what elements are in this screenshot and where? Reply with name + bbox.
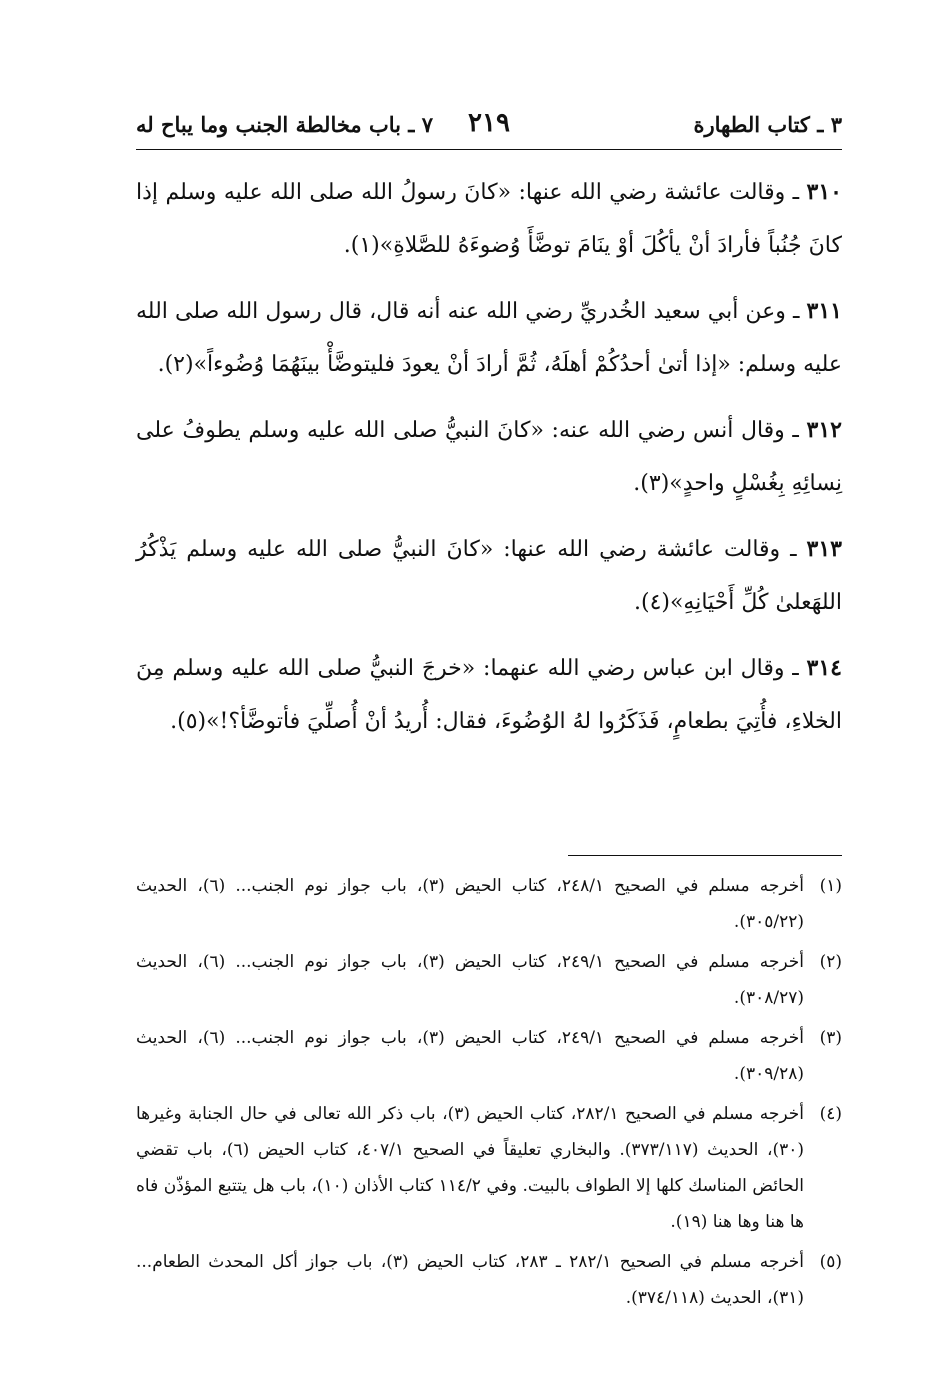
hadith-paragraph bbox=[136, 523, 842, 629]
footnote bbox=[136, 1244, 842, 1316]
footnotes bbox=[136, 868, 842, 1320]
footnote-text: أخرجه مسلم في الصحيح ٢٨٢/١، كتاب الحيض (٣)، باب ذكر الله تعالى في حال الجنابة وغيرها (٣٠)، الحديث (٣٧٣/١١٧). والبخاري تعليقاً في الصحيح ٤٠٧/١، كتاب الحيض (٦)، باب تقضي الحائض المناسك كلها إلا الطواف بالبيت. وفي ١١٤/٢ كتاب الأذان (١٠)، باب هل يتتبع المؤذّن فاه ها هنا وها هنا (١٩). bbox=[136, 1104, 805, 1232]
hadith-text: ـ وعن أبي سعيد الخُدريِّ رضي الله عنه أنه قال، قال رسول الله صلى الله عليه وسلم: «إذا أتىٰ أحدُكُمْ أهلَهُ، ثُمَّ أرادَ أنْ يعودَ فليتوضَّأْ بينَهُمَا وُضُوءاً»(٢). bbox=[136, 299, 842, 377]
hadith-text: ـ وقال أنس رضي الله عنه: «كانَ النبيُّ صلى الله عليه وسلم يطوفُ على نِسائِهِ بِغُسْلٍ واحدٍ»(٣). bbox=[136, 418, 842, 496]
header-divider bbox=[136, 149, 842, 150]
chapter-title: ٣ ـ كتاب الطهارة bbox=[693, 112, 842, 137]
hadith-number: ٣١١ bbox=[806, 298, 842, 324]
hadith-paragraph bbox=[136, 166, 842, 272]
footnote-divider bbox=[568, 855, 842, 856]
footnote-text: أخرجه مسلم في الصحيح ٢٤٨/١، كتاب الحيض (٣)، باب جواز نوم الجنب... (٦)، الحديث (٣٠٥/٢٢). bbox=[136, 876, 804, 932]
hadith-text: ـ وقال ابن عباس رضي الله عنهما: «خرجَ النبيُّ صلى الله عليه وسلم مِنَ الخلاءِ، فأُتِيَ بطعامٍ، فَذَكَرُوا لهُ الوُضُوءَ، فقال: أُريدُ أنْ أُصلِّيَ فأتوضَّأ؟!»(٥). bbox=[136, 656, 842, 734]
hadith-number: ٣١٤ bbox=[806, 655, 842, 681]
footnote-number: (٥) bbox=[819, 1252, 842, 1272]
hadith-number: ٣١٠ bbox=[806, 179, 842, 205]
main-text bbox=[136, 166, 842, 761]
footnote bbox=[136, 1096, 842, 1240]
footnote-number: (٤) bbox=[819, 1104, 842, 1124]
hadith-paragraph bbox=[136, 404, 842, 510]
footnote-number: (٢) bbox=[819, 952, 842, 972]
footnote-text: أخرجه مسلم في الصحيح ٢٨٢/١ ـ ٢٨٣، كتاب الحيض (٣)، باب جواز أكل المحدث الطعام... (٣١)، الحديث (٣٧٤/١١٨). bbox=[136, 1252, 804, 1308]
hadith-number: ٣١٣ bbox=[806, 536, 842, 562]
footnote-text: أخرجه مسلم في الصحيح ٢٤٩/١، كتاب الحيض (٣)، باب جواز نوم الجنب... (٦)، الحديث (٣٠٩/٢٨). bbox=[136, 1028, 804, 1084]
hadith-number: ٣١٢ bbox=[806, 417, 842, 443]
footnote-number: (٣) bbox=[819, 1028, 842, 1048]
hadith-paragraph bbox=[136, 642, 842, 748]
hadith-text: ـ وقالت عائشة رضي الله عنها: «كانَ رسولُ الله صلى الله عليه وسلم إذا كانَ جُنُباً فأرادَ أنْ يأكُلَ أوْ ينَامَ توضَّأَ وُضوءَهُ للصَّلاةِ»(١). bbox=[136, 180, 842, 258]
footnote-number: (١) bbox=[819, 876, 842, 896]
footnote bbox=[136, 944, 842, 1016]
footnote-text: أخرجه مسلم في الصحيح ٢٤٩/١، كتاب الحيض (٣)، باب جواز نوم الجنب... (٦)، الحديث (٣٠٨/٢٧). bbox=[136, 952, 804, 1008]
section-title: ٧ ـ باب مخالطة الجنب وما يباح له bbox=[136, 112, 434, 137]
footnote bbox=[136, 868, 842, 940]
footnote bbox=[136, 1020, 842, 1092]
page-number: ٢١٩ bbox=[468, 108, 510, 138]
hadith-paragraph bbox=[136, 285, 842, 391]
hadith-text: ـ وقالت عائشة رضي الله عنها: «كانَ النبيُّ صلى الله عليه وسلم يَذْكُرُ اللهَعلىٰ كُلِّ أَحْيَانِهِ»(٤). bbox=[136, 537, 842, 615]
running-header bbox=[136, 108, 842, 148]
